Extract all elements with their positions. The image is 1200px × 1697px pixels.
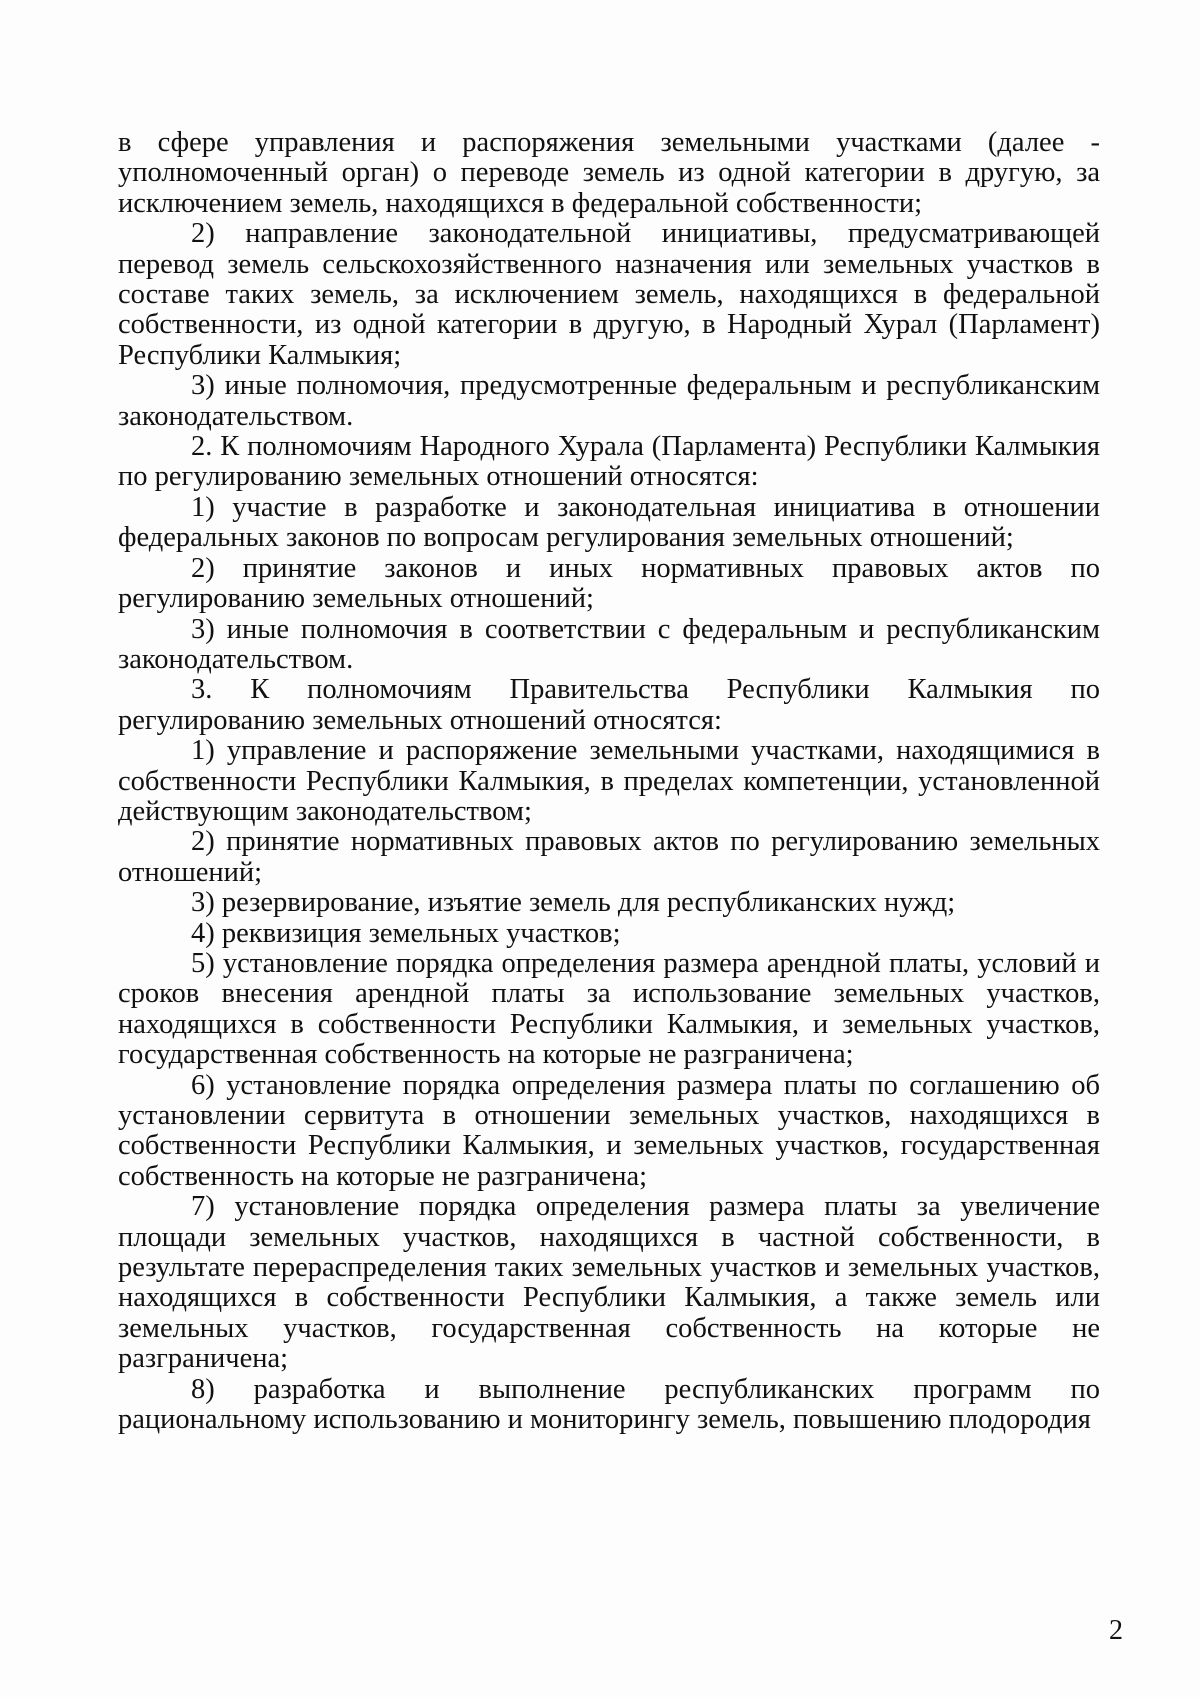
paragraph-item-2-1: 1) участие в разработке и законодательная инициатива в отношении федеральных законов по вопросам регулирования земельных отношений; <box>118 491 1100 554</box>
paragraph-section-3: 3. К полномочиям Правительства Республики Калмыкия по регулированию земельных отношений относятся: <box>118 674 1100 736</box>
document-body <box>118 128 1100 1435</box>
paragraph-item-3-5: 5) установление порядка определения размера арендной платы, условий и сроков внесения арендной платы за использование земельных участков, находящихся в собственности Республики Калмыкия, и земельных участков, государственная собственность на которые не разграничена; <box>118 947 1100 1071</box>
paragraph-item-2-3: 3) иные полномочия в соответствии с федеральным и республиканским законодательством. <box>118 613 1100 675</box>
paragraph-item-3-7: 7) установление порядка определения размера платы за увеличение площади земельных участков, находящихся в частной собственности, в результате перераспределения таких земельных участков и земельных участков, находящихся в собственности Республики Калмыкия, а также земель или земельных участков, государственная собственность на которые не разграничена; <box>118 1191 1100 1375</box>
paragraph-item-3-3: 3) резервирование, изъятие земель для республиканских нужд; <box>191 887 956 919</box>
paragraph-item-2-2: 2) принятие законов и иных нормативных правовых актов по регулированию земельных отношений; <box>118 552 1100 615</box>
paragraph-item-3-1: 1) управление и распоряжение земельными участками, находящимися в собственности Республики Калмыкия, в пределах компетенции, установленной действующим законодательством; <box>118 735 1100 827</box>
page-number: 2 <box>1109 1615 1123 1646</box>
paragraph-item-3-6: 6) установление порядка определения размера платы по соглашению об установлении сервитута в отношении земельных участков, находящихся в собственности Республики Калмыкия, и земельных участков, государственная собственность на которые не разграничена; <box>118 1069 1100 1192</box>
paragraph-continuation: в сфере управления и распоряжения земельными участками (далее - уполномоченный орган) о переводе земель из одной категории в другую, за исключением земель, находящихся в федеральной собственности; <box>118 127 1100 219</box>
paragraph-item-1-3: 3) иные полномочия, предусмотренные федеральным и республиканским законодательством. <box>118 370 1100 432</box>
paragraph-item-3-2: 2) принятие нормативных правовых актов по регулированию земельных отношений; <box>118 826 1100 888</box>
paragraph-item-1-2: 2) направление законодательной инициативы, предусматривающей перевод земель сельскохозяйственного назначения или земельных участков в составе таких земель, за исключением земель, находящихся в федеральной собственности, из одной категории в другую, в Народный Хурал (Парламент) Республики Калмыкия; <box>118 218 1100 371</box>
paragraph-item-3-4: 4) реквизиция земельных участков; <box>191 917 621 949</box>
paragraph-section-2: 2. К полномочиям Народного Хурала (Парламента) Республики Калмыкия по регулированию земельных отношений относятся: <box>118 431 1100 493</box>
paragraph-item-3-8: 8) разработка и выполнение республиканских программ по рациональному использованию и мониторингу земель, повышению плодородия <box>118 1373 1100 1436</box>
